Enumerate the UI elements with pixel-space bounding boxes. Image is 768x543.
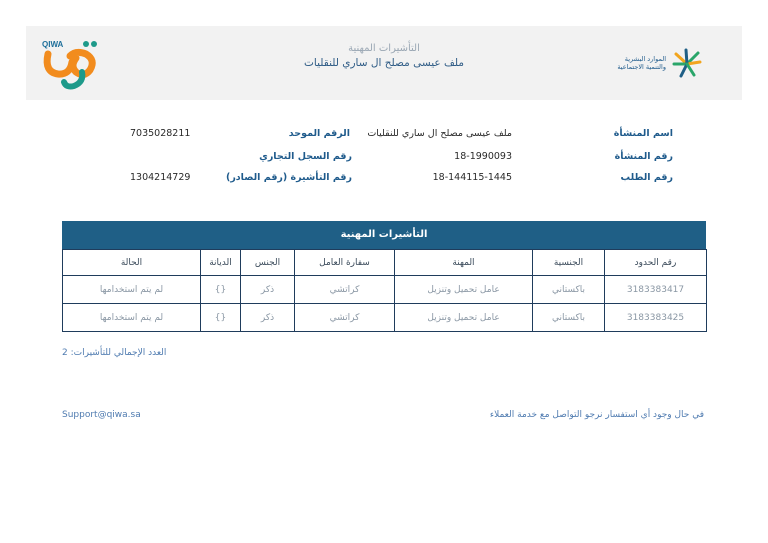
commercial-register-label: رقم السجل التجاري: [259, 151, 352, 162]
ministry-name: [606, 55, 666, 71]
header-religion: الديانة: [201, 250, 241, 276]
unified-number-value: 7035028211: [130, 128, 191, 139]
cell-nationality: باكستاني: [533, 304, 605, 332]
table-header-row: [63, 250, 707, 276]
cell-gender: ذكر: [241, 304, 295, 332]
visa-number-label: رقم التأشيرة (رقم الصادر): [226, 172, 352, 183]
contact-message: في حال وجود أي استفسار نرجو التواصل مع خدمة العملاء: [489, 410, 704, 420]
cell-embassy: كراتشي: [295, 276, 395, 304]
qiwa-logo: [40, 36, 106, 92]
table-row: [63, 304, 707, 332]
establishment-name-label: اسم المنشأة: [613, 128, 673, 139]
cell-nationality: باكستاني: [533, 276, 605, 304]
visa-number-value: 1304214729: [130, 172, 191, 183]
establishment-name-value: ملف عيسى مصلح ال ساري للنقليات: [367, 128, 512, 139]
header-embassy: سفارة العامل: [295, 250, 395, 276]
header-title: ملف عيسى مصلح ال ساري للنقليات: [304, 57, 464, 69]
cell-gender: ذكر: [241, 276, 295, 304]
qiwa-logo-text: QIWA: [42, 40, 64, 49]
total-visas: العدد الإجمالي للتأشيرات: 2: [62, 348, 167, 358]
header-nationality: الجنسية: [533, 250, 605, 276]
visa-table: [62, 221, 706, 332]
hrsd-logo: [606, 48, 702, 80]
header-border-number: رقم الحدود: [605, 250, 707, 276]
cell-status: لم يتم استخدامها: [63, 304, 201, 332]
table-row: [63, 276, 707, 304]
cell-status: لم يتم استخدامها: [63, 276, 201, 304]
header-gender: الجنس: [241, 250, 295, 276]
unified-number-label: الرقم الموحد: [288, 128, 350, 139]
document-header: [26, 26, 742, 100]
palm-icon: [672, 48, 702, 80]
ministry-line2: والتنمية الاجتماعية: [617, 63, 666, 71]
cell-embassy: كراتشي: [295, 304, 395, 332]
support-email[interactable]: Support@qiwa.sa: [62, 410, 141, 420]
ministry-line1: الموارد البشرية: [624, 55, 666, 63]
request-number-label: رقم الطلب: [620, 172, 673, 183]
header-center: [266, 42, 502, 70]
visa-table-grid: [62, 249, 707, 332]
request-number-value: 18-144115-1445: [432, 172, 512, 183]
header-status: الحالة: [63, 250, 201, 276]
table-title: التأشيرات المهنية: [62, 221, 706, 249]
establishment-number-label: رقم المنشأة: [614, 151, 673, 162]
cell-occupation: عامل تحميل وتنزيل: [395, 304, 533, 332]
cell-religion: {}: [201, 304, 241, 332]
cell-occupation: عامل تحميل وتنزيل: [395, 276, 533, 304]
header-subtitle: التأشيرات المهنية: [348, 43, 420, 54]
header-occupation: المهنة: [395, 250, 533, 276]
cell-border-number: 3183383417: [605, 276, 707, 304]
cell-religion: {}: [201, 276, 241, 304]
establishment-number-value: 18-1990093: [454, 151, 512, 162]
cell-border-number: 3183383425: [605, 304, 707, 332]
